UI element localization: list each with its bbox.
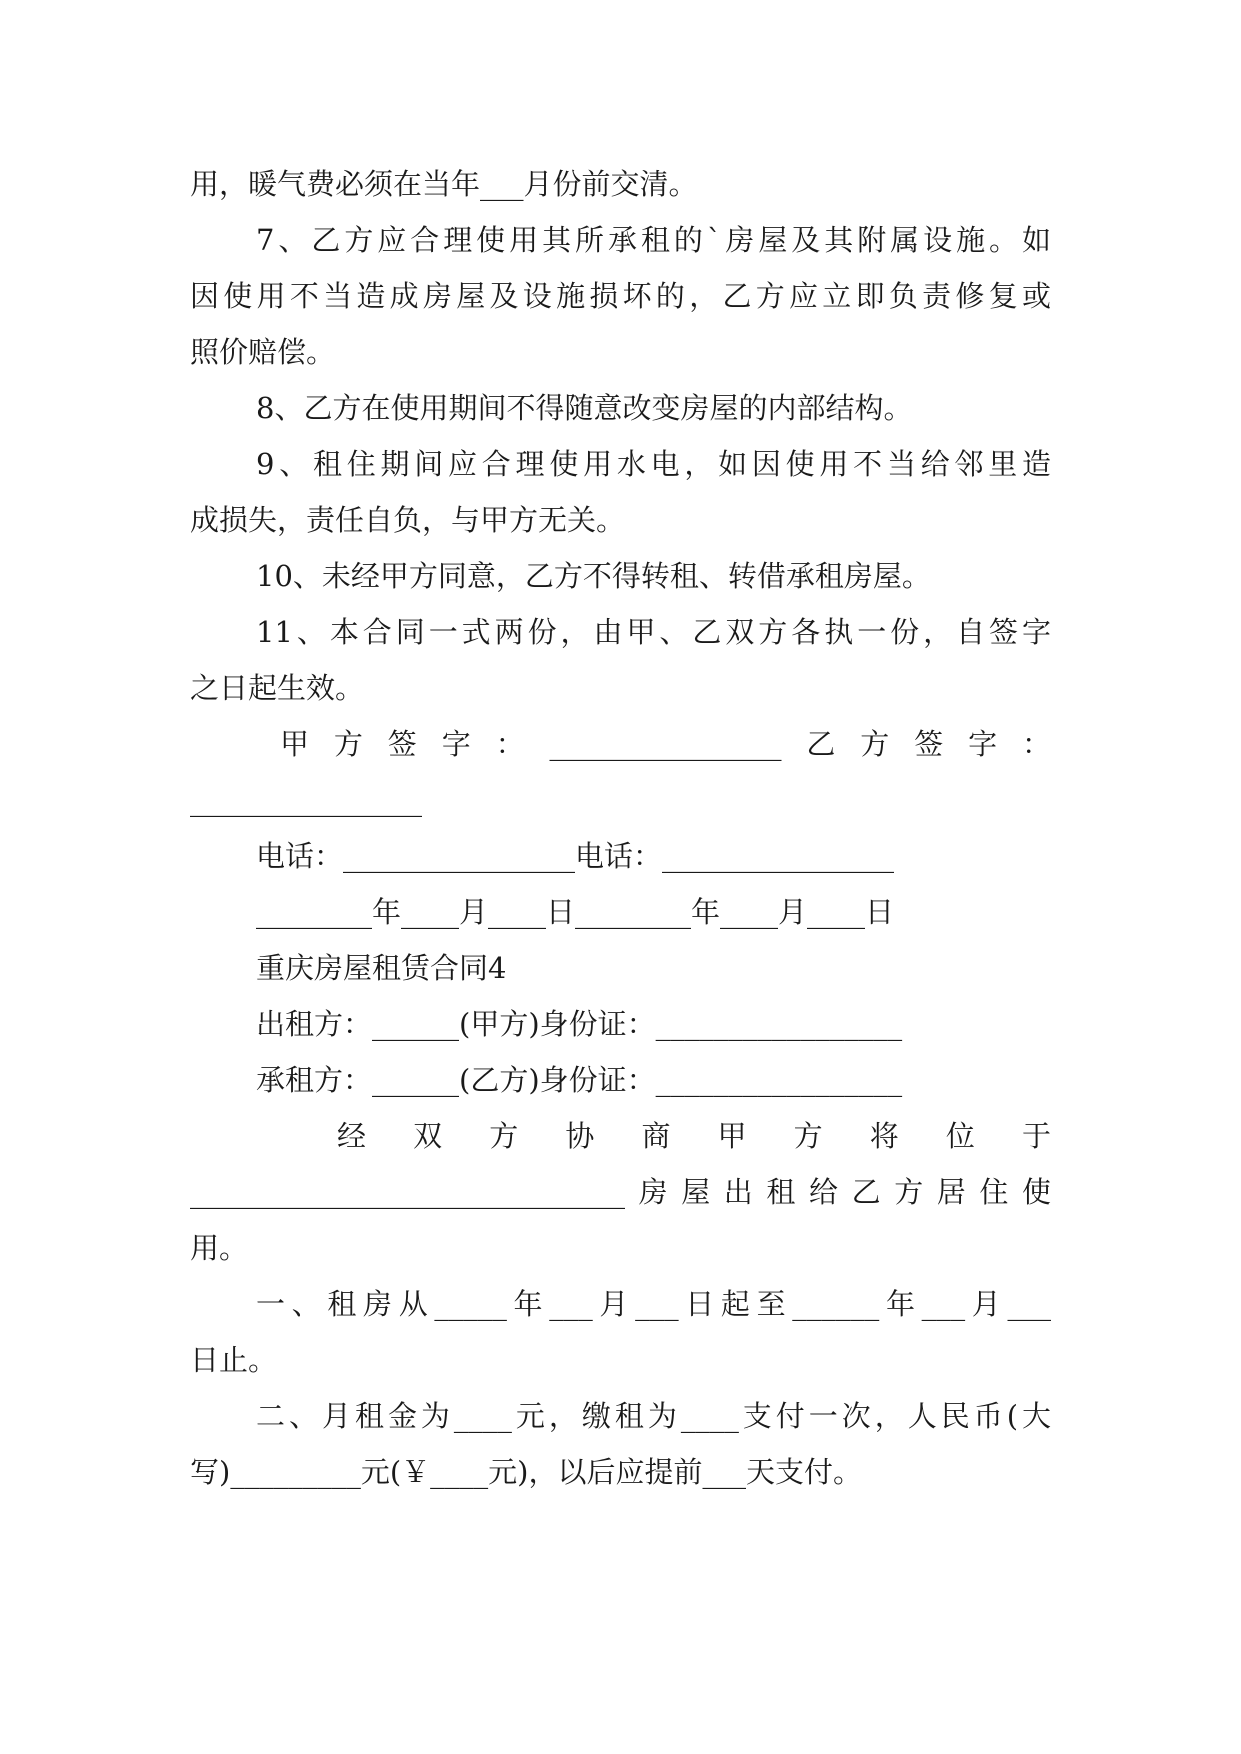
text-line: 写)_________元(￥____元)，以后应提前___天支付。 <box>190 1455 862 1489</box>
rent-line: 二、月租金为____元，缴租为____支付一次，人民币(大 <box>256 1399 1051 1433</box>
text-line: 用，暖气费必须在当年___月份前交清。 <box>190 167 698 201</box>
address-line: ______________________________房屋出租给乙方居住使 <box>190 1175 1051 1209</box>
clause-7-line: 7、乙方应合理使用其所承租的`房屋及其附属设施。如 <box>256 223 1051 257</box>
phone-line: 电话：________________电话：________________ <box>256 839 895 873</box>
clause-8-line: 8、乙方在使用期间不得随意改变房屋的内部结构。 <box>256 391 913 425</box>
clause-10-line: 10、未经甲方同意，乙方不得转租、转借承租房屋。 <box>256 559 931 593</box>
clause-9-line: 9、租住期间应合理使用水电，如因使用不当给邻里造 <box>256 447 1051 481</box>
signature-blank: ________________ <box>190 783 422 817</box>
text-line: 成损失，责任自负，与甲方无关。 <box>190 503 626 537</box>
text-line: 因使用不当造成房屋及设施损坏的，乙方应立即负责修复或 <box>190 279 1051 313</box>
signature-line: 甲方签字：________________乙方签字： <box>280 727 1051 761</box>
agreement-line: 经双方协商甲方将位于 <box>337 1119 1051 1153</box>
date-line: ________年____月____日________年____月____日 <box>256 895 895 929</box>
lessor-line: 出租方：______(甲方)身份证：_________________ <box>256 1007 903 1041</box>
text-line: 日止。 <box>190 1343 278 1377</box>
text-line: 之日起生效。 <box>190 671 365 705</box>
contract-heading: 重庆房屋租赁合同4 <box>256 951 507 985</box>
term-line: 一、租房从_____年___月___日起至______年___月___ <box>256 1287 1051 1321</box>
text-line: 用。 <box>190 1231 249 1265</box>
text-line: 照价赔偿。 <box>190 335 336 369</box>
clause-11-line: 11、本合同一式两份，由甲、乙双方各执一份，自签字 <box>256 615 1051 649</box>
lessee-line: 承租方：______(乙方)身份证：_________________ <box>256 1063 903 1097</box>
